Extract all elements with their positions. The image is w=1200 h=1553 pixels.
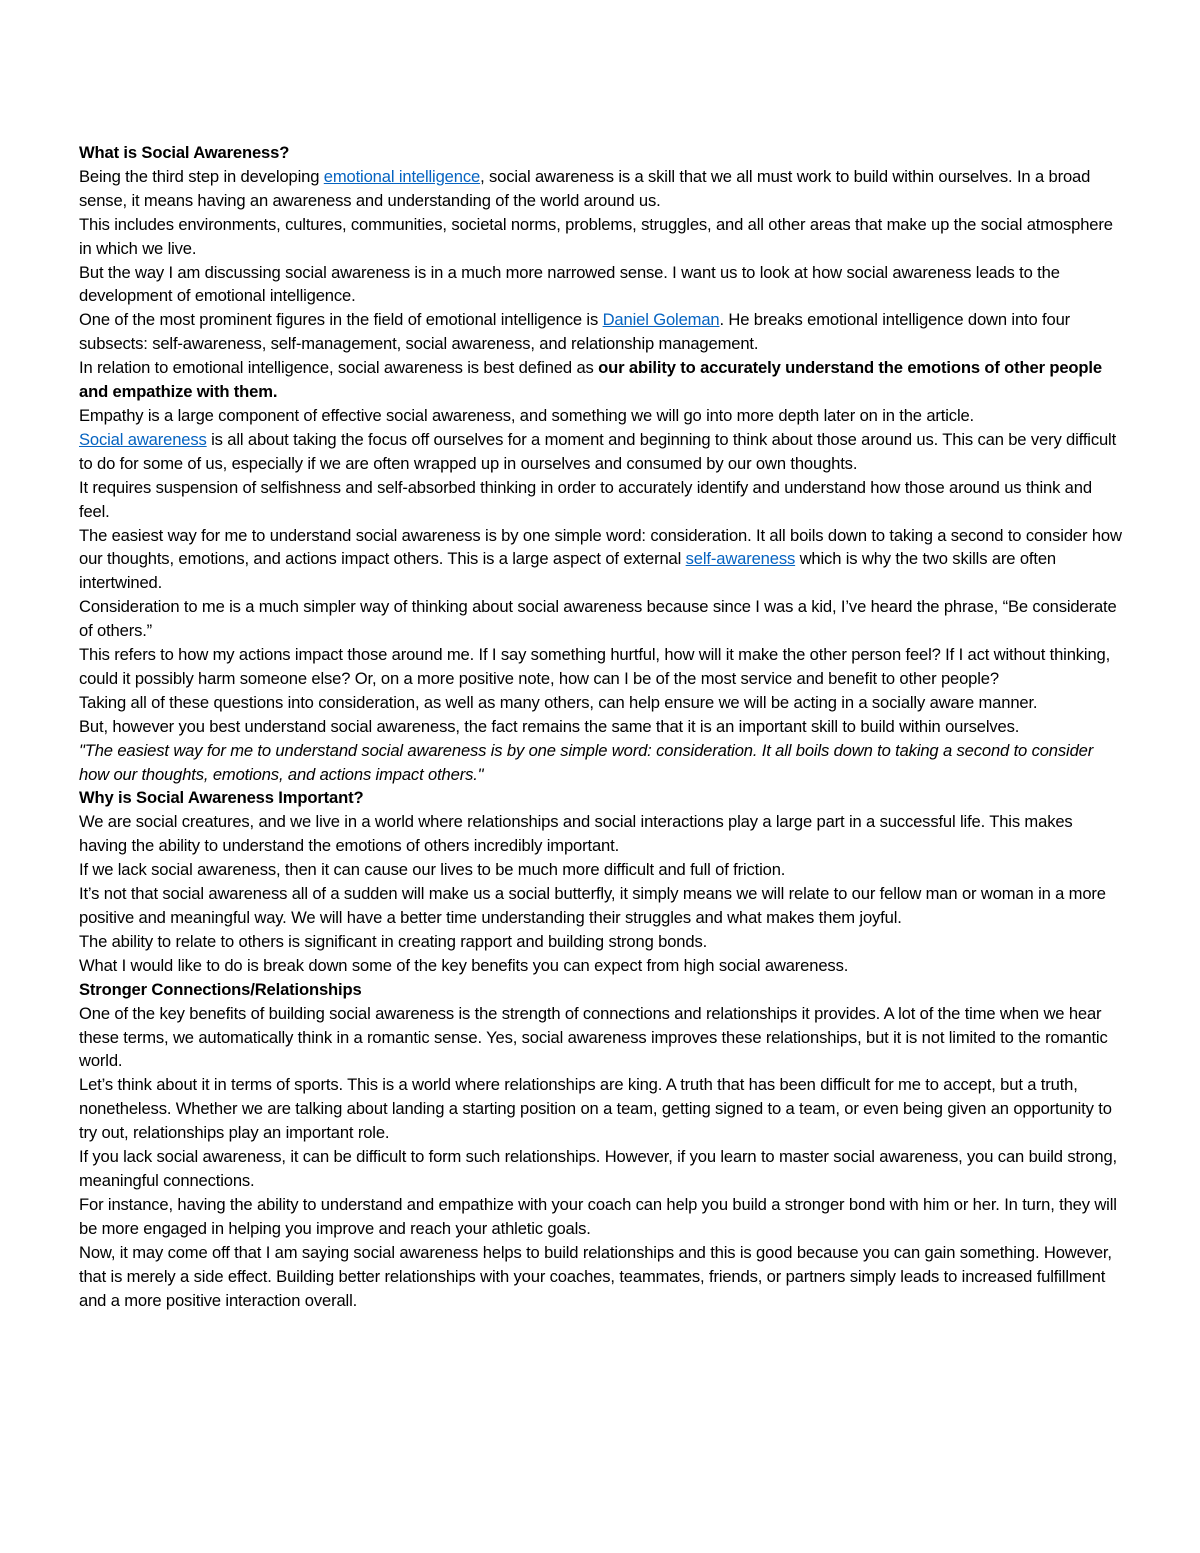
paragraph: We are social creatures, and we live in a world where relationships and social interactions play a large part in a successful life. This makes having the ability to understand the emotions of others incredibly important.	[79, 812, 1073, 856]
paragraph	[79, 356, 1124, 404]
paragraph: This refers to how my actions impact those around me. If I say something hurtful, how will it make the other person feel? If I act without thinking, could it possibly harm someone else? Or, on a more positive note, how can I be of the most service and benefit to other people?	[79, 645, 1111, 688]
paragraph-text: In relation to emotional intelligence, social awareness is best defined as	[79, 358, 599, 378]
paragraph-text: which is why the two skills are often intertwined.	[79, 549, 1056, 593]
document-body	[79, 141, 1124, 1312]
paragraph: For instance, having the ability to understand and empathize with your coach can help you build a stronger bond with him or her. In turn, they will be more engaged in helping you improve and reach your athletic goals.	[79, 1194, 1117, 1238]
pull-quote: "The easiest way for me to understand social awareness is by one simple word: consideration. It all boils down to taking a second to consider how our thoughts, emotions, and actions impact others."	[79, 740, 1094, 784]
heading-what-is-social-awareness: What is Social Awareness?	[79, 143, 290, 162]
heading-stronger-connections: Stronger Connections/Relationships	[79, 979, 362, 999]
paragraph	[79, 165, 1124, 213]
paragraph: Now, it may come off that I am saying social awareness helps to build relationships and this is good because you can gain something. However, that is merely a side effect. Building better relationships with your coaches, teammates, friends, or partners simply leads to increased fulfillment and a more positive interaction overall.	[79, 1242, 1112, 1310]
paragraph: The ability to relate to others is significant in creating rapport and building strong bonds.	[79, 931, 708, 951]
paragraph: If you lack social awareness, it can be difficult to form such relationships. However, if you learn to master social awareness, you can build strong, meaningful connections.	[79, 1147, 1118, 1190]
paragraph: Empathy is a large component of effective social awareness, and something we will go into more depth later on in the article.	[79, 405, 975, 425]
paragraph: But the way I am discussing social awareness is in a much more narrowed sense. I want us to look at how social awareness leads to the development of emotional intelligence.	[79, 262, 1060, 306]
paragraph-text: is all about taking the focus off ourselves for a moment and beginning to think about those around us. This can be very difficult to do for some of us, especially if we are often wrapped up in ourselves and consumed by our own thoughts.	[79, 429, 1117, 473]
paragraph: If we lack social awareness, then it can cause our lives to be much more difficult and full of friction.	[79, 860, 786, 880]
paragraph-text: . He breaks emotional intelligence down into four subsects: self-awareness, self-management, social awareness, and relationship management.	[79, 310, 1071, 354]
paragraph: One of the key benefits of building social awareness is the strength of connections and relationships it provides. A lot of the time when we hear these terms, we automatically think in a romantic sense. Yes, social awareness improves these relationships, but it is not limited to the romantic world.	[79, 1003, 1108, 1071]
paragraph	[79, 308, 1124, 356]
paragraph: Taking all of these questions into consideration, as well as many others, can help ensure we will be acting in a socially aware manner.	[79, 692, 1038, 712]
paragraph-text: The easiest way for me to understand social awareness is by one simple word: consideration. It all boils down to taking a second to consider how our thoughts, emotions, and actions impact others. This is a large aspect of external	[79, 525, 1122, 569]
paragraph-text: , social awareness is a skill that we all must work to build within ourselves. In a broad sense, it means having an awareness and understanding of the world around us.	[79, 166, 1091, 210]
link-emotional-intelligence[interactable]: emotional intelligence	[323, 166, 481, 186]
paragraph: But, however you best understand social awareness, the fact remains the same that it is an important skill to build within ourselves.	[79, 716, 1020, 736]
heading-why-important: Why is Social Awareness Important?	[79, 788, 364, 808]
paragraph	[79, 524, 1124, 596]
paragraph: Consideration to me is a much simpler way of thinking about social awareness because since I was a kid, I’ve heard the phrase, “Be considerate of others.”	[79, 597, 1117, 641]
link-self-awareness[interactable]: self-awareness	[685, 549, 796, 569]
paragraph-text: One of the most prominent figures in the field of emotional intelligence is	[79, 310, 603, 330]
paragraph: It requires suspension of selfishness and self-absorbed thinking in order to accurately identify and understand how those around us think and feel.	[79, 477, 1092, 521]
bold-definition: our ability to accurately understand the emotions of other people and empathize with them.	[79, 358, 1102, 402]
link-social-awareness[interactable]: Social awareness	[79, 429, 207, 449]
paragraph: It’s not that social awareness all of a sudden will make us a social butterfly, it simply means we will relate to our fellow man or woman in a more positive and meaningful way. We will have a better time understanding their struggles and what makes them joyful.	[79, 884, 1106, 927]
paragraph: Let’s think about it in terms of sports. This is a world where relationships are king. A truth that has been difficult for me to accept, but a truth, nonetheless. Whether we are talking about landing a starting position on a team, getting signed to a team, or even being given an opportunity to try out, relationships play an important role.	[79, 1075, 1112, 1143]
link-daniel-goleman[interactable]: Daniel Goleman	[602, 310, 720, 330]
paragraph-text: Being the third step in developing	[79, 166, 324, 186]
paragraph: This includes environments, cultures, communities, societal norms, problems, struggles, and all other areas that make up the social atmosphere in which we live.	[79, 214, 1113, 258]
paragraph	[79, 428, 1124, 476]
paragraph: What I would like to do is break down some of the key benefits you can expect from high social awareness.	[79, 955, 849, 975]
